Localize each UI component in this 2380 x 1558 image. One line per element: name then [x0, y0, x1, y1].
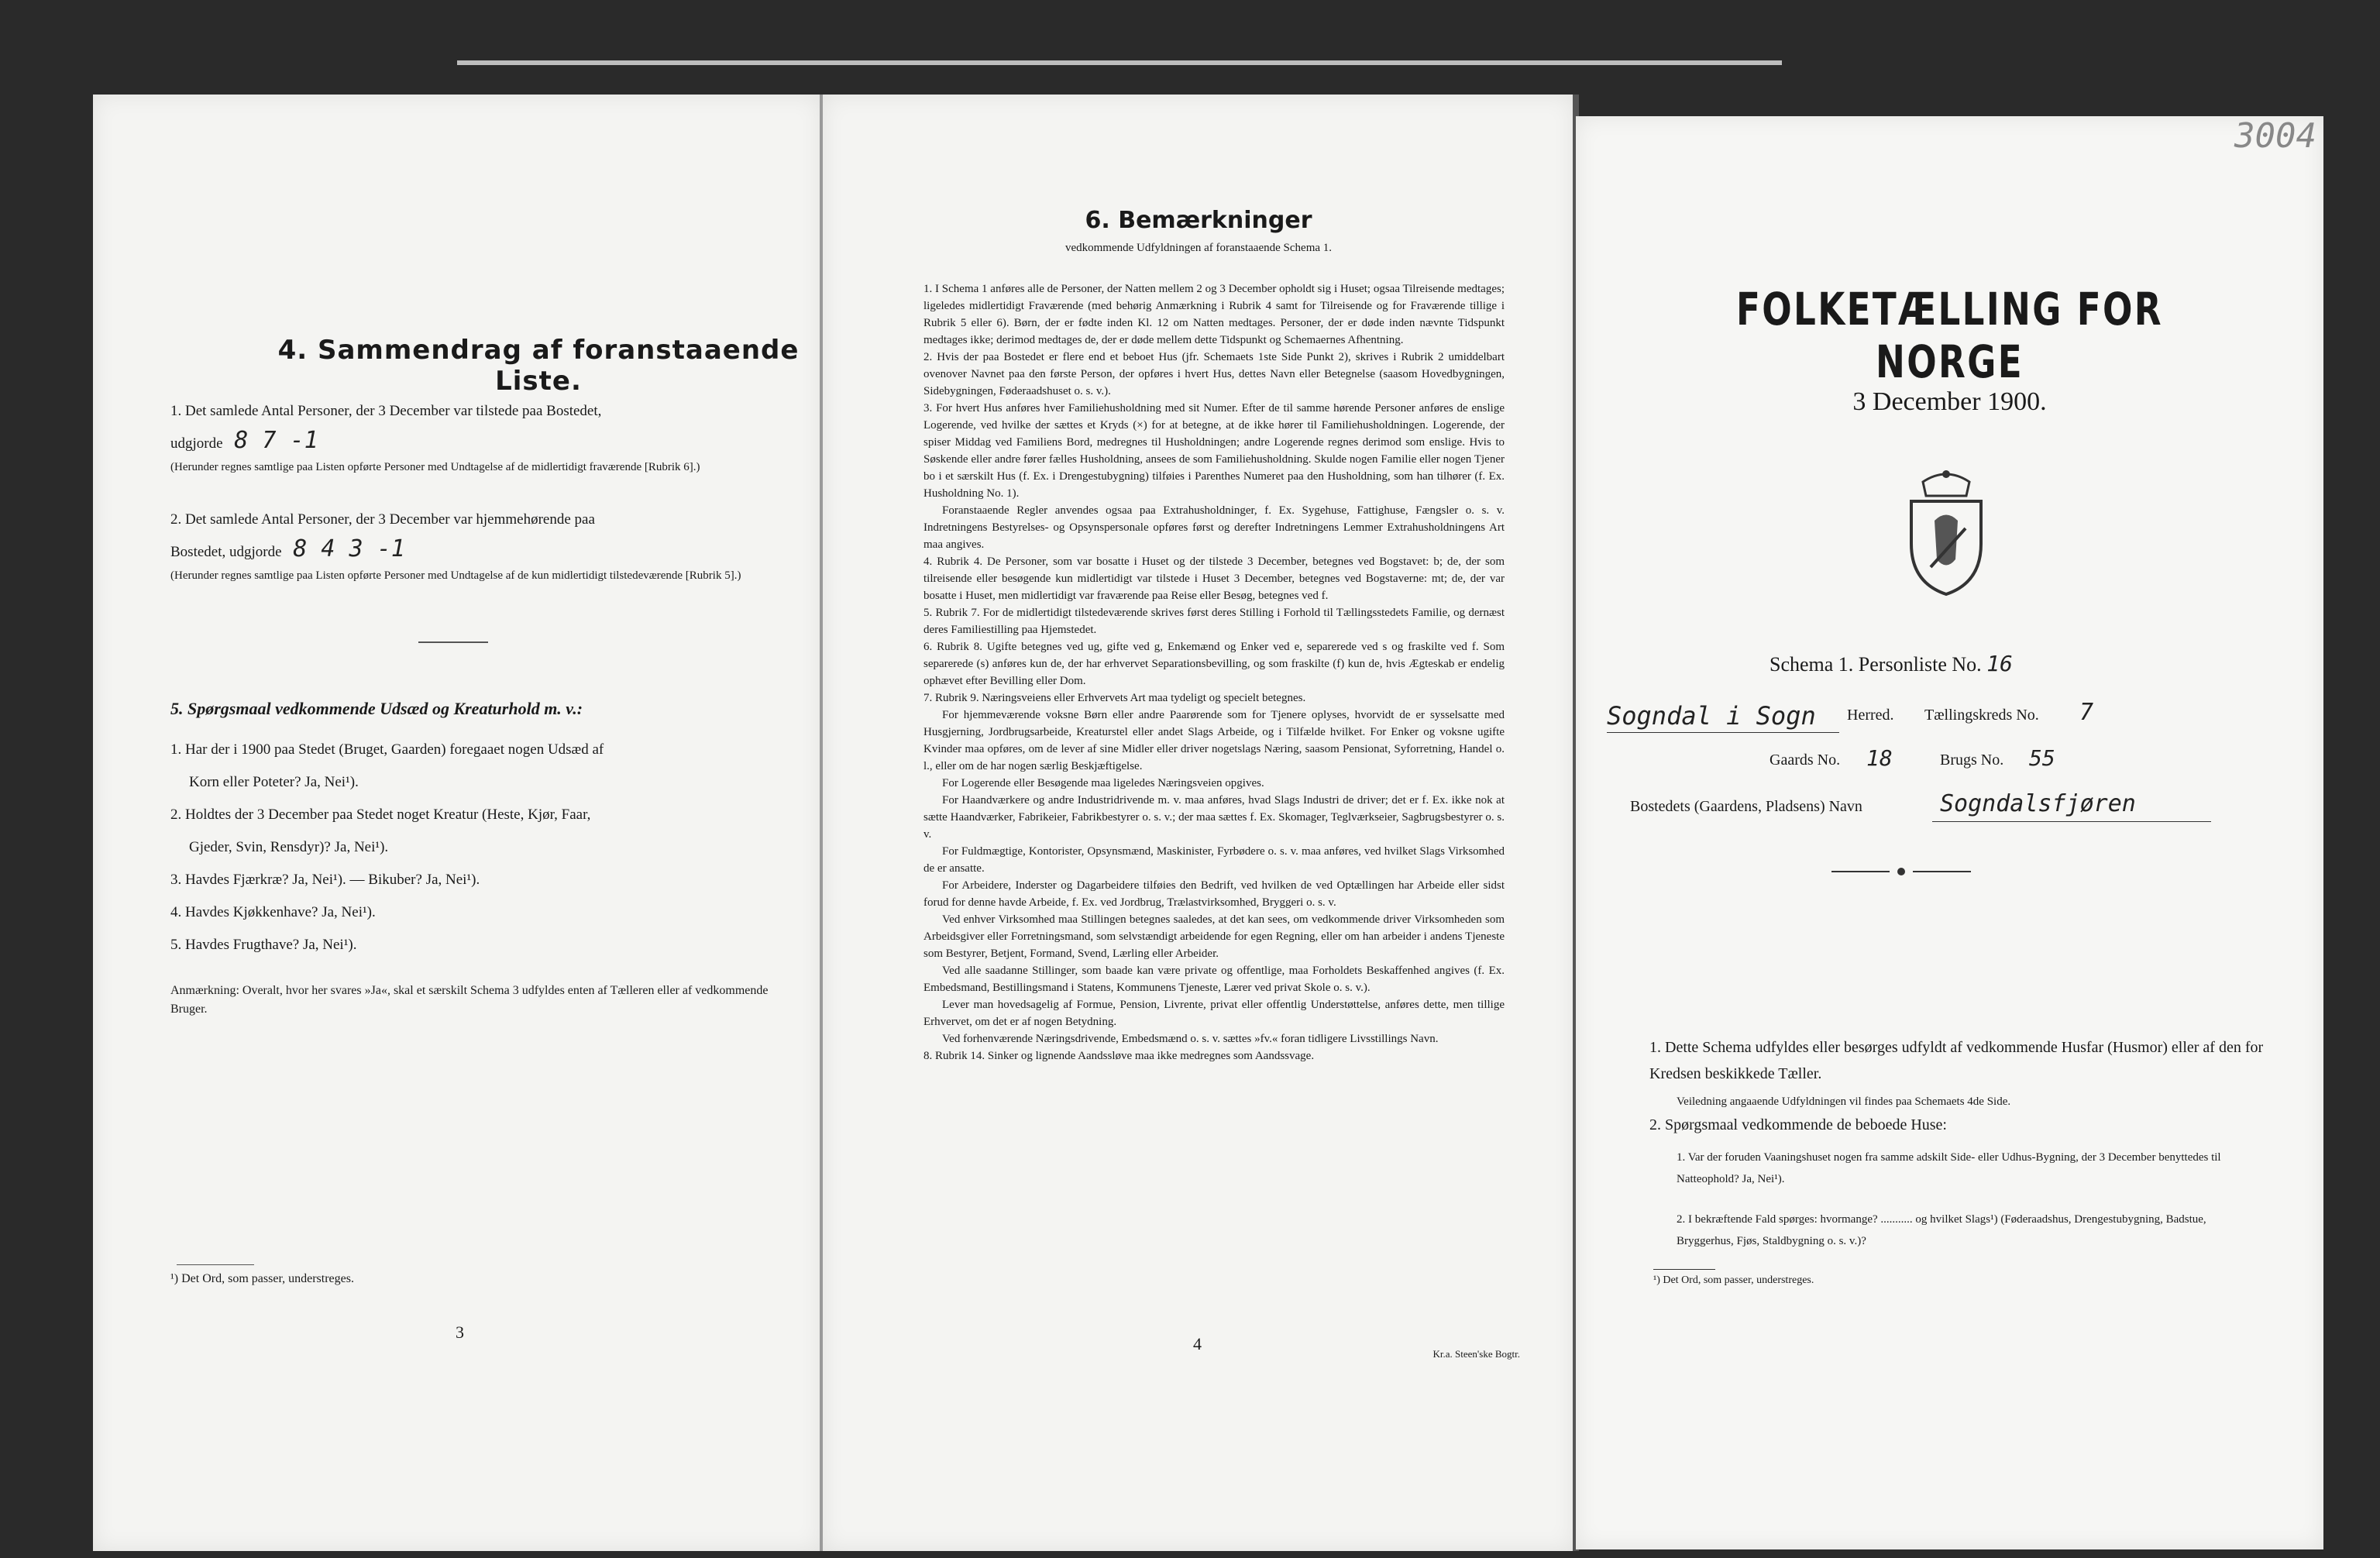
coat-of-arms-icon — [1900, 466, 1993, 598]
question-1-text: 1. Det samlede Antal Personer, der 3 December var tilstede paa Bostedet, — [170, 403, 602, 419]
remark-7-d: For Fuldmægtige, Kontorister, Opsynsmænd, Maskinister, Fyrbødere o. s. v. maa anføres, ved hvilket Slags Virksomhed de er ansatte. — [923, 845, 1505, 875]
question-2-lead: Bostedet, udgjorde — [170, 544, 282, 560]
page-4 — [823, 95, 1574, 1551]
section-4-title: 4. Sammendrag af foranstaaende Liste. — [277, 335, 800, 397]
footnote: ¹) Det Ord, som passer, understreges. — [170, 1272, 354, 1285]
remark-7-i: Ved forhenværende Næringsdrivende, Embedsmænd o. s. v. sættes »fv.« foran tidligere Livsstillings Navn. — [942, 1033, 1439, 1045]
footnote-rule — [1653, 1269, 1715, 1270]
instruction-2b: 2. I bekræftende Fald spørges: hvormange? ........... og hvilket Slags¹) (Føderaadshus, Drengestubygning, Badstue, Bryggerhus, Fjøs, Staldbygning o. s. v.)? — [1677, 1213, 2206, 1247]
remarks-list — [923, 280, 1505, 1064]
bosted-label: Bostedets (Gaardens, Pladsens) Navn — [1630, 798, 1862, 815]
s5-line-6: 4. Havdes Kjøkkenhave? Ja, Nei¹). — [170, 904, 376, 920]
printer-mark: Kr.a. Steen'ske Bogtr. — [1432, 1348, 1520, 1360]
remark-2: 2. Hvis der paa Bostedet er flere end et beboet Hus (jfr. Schemaets 1ste Side Punkt 2), skrives i Rubrik 2 umiddelbart ovenover Navnet paa den første Person, der opføres i hvert Hus, dettes Navn eller Betegnelse (saasom Hovedbygningen, Sidebygningen, Føderaadshuset o. s. v.). — [923, 351, 1505, 397]
page-1-cover — [1576, 116, 2323, 1549]
personliste-number: 16 — [1986, 651, 2013, 676]
question-2-handwriting: 8 4 3 -1 — [293, 535, 405, 562]
remark-4: 4. Rubrik 4. De Personer, som var bosatte i Huset og der tilstede 3 December, betegnes ved Bogstavet: b; de, der som tilreisende eller besøgende kun midlertidigt var tilstede i Huset 3 December, betegnes ved Bogstaverne: mt; de, der var bosatte i Huset, men midlertidigt var fraværende paa Reise eller Besøg, betegnes ved f. — [923, 555, 1505, 602]
remark-1: 1. I Schema 1 anføres alle de Personer, der Natten mellem 2 og 3 December opholdt sig i Huset; ogsaa Tilreisende medtages; ligeledes midlertidigt Fraværende (med behørig Anmærkning i Rubrik 4 samt for Tilreisende og for Fraværende tillige i Rubrik 5 eller 6). Børn, der er fødte inden Kl. 12 om Natten medtages. Personer, der er døde inden nævnte Tidspunkt medtages ikke; derimod medtages de, der er døde mellem dette Tidspunkt og Schemaernes Afhentning. — [923, 283, 1505, 346]
brugs-number: 55 — [2029, 745, 2055, 771]
question-1-lead: udgjorde — [170, 435, 223, 452]
instruction-2a: 1. Var der foruden Vaaningshuset nogen fra samme adskilt Side- eller Udhus-Bygning, der 3 December benyttedes til Natteophold? Ja, Nei¹). — [1677, 1151, 2221, 1185]
question-2 — [170, 505, 775, 584]
instruction-1-sub: Veiledning angaaende Udfyldningen vil findes paa Schemaets 4de Side. — [1677, 1095, 2011, 1108]
remark-7-f: Ved enhver Virksomhed maa Stillingen betegnes saaledes, at det kan sees, om vedkommende driver Virksomheden som Arbeidsgiver eller Forretningsmand, som selvstændigt arbeidende for egen Regning, eller om han arbeider i andens Tjeneste som Bestyrer, Betjent, Formand, Svend, Lærling eller Arbeider. — [923, 913, 1505, 960]
question-1-handwriting: 8 7 -1 — [234, 427, 318, 454]
remark-5: 5. Rubrik 7. For de midlertidigt tilstedeværende skrives først deres Stilling i Forhold til Tællingsstedets Familie, og dernæst deres Familiestilling paa Hjemstedet. — [923, 607, 1505, 636]
page-3 — [93, 95, 821, 1551]
s5-line-4: Gjeder, Svin, Rensdyr)? Ja, Nei¹). — [189, 839, 389, 855]
s5-line-5: 3. Havdes Fjærkræ? Ja, Nei¹). — Bikuber? Ja, Nei¹). — [170, 872, 480, 888]
instruction-2: 2. Spørgsmaal vedkommende de beboede Huse: — [1649, 1116, 1947, 1133]
form-title: FOLKETÆLLING FOR NORGE — [1736, 283, 2163, 388]
question-2-text: 2. Det samlede Antal Personer, der 3 December var hjemmehørende paa — [170, 511, 595, 528]
remark-8: 8. Rubrik 14. Sinker og lignende Aandssløve maa ikke medregnes som Aandssvage. — [923, 1050, 1315, 1062]
section-6-subtitle: vedkommende Udfyldningen af foranstaaende Schema 1. — [1064, 242, 1333, 254]
remark-7-c: For Haandværkere og andre Industridrivende m. v. maa anføres, hvad Slags Industri de driver; det er f. Ex. ikke nok at sætte Haandværker, Fabrikeier, Fabrikbestyrer o. s. v.; der maa sættes f. Ex. Skomager, Teglværkseier, Sagbrugsbestyrer o. s. v. — [923, 794, 1505, 841]
section-5-questions — [170, 734, 775, 961]
ornament-divider-icon — [1831, 864, 1971, 879]
section-6-title: 6. Bemærkninger — [1085, 207, 1312, 234]
remark-7-e: For Arbeidere, Inderster og Dagarbeidere tilføies den Bedrift, ved hvilken de ved Optællingen har Arbeide eller sidst forud for denne havde Arbeide, f. Ex. ved Jordbrug, Trælastvirksomhed, Bryggeri o. s. v. — [923, 879, 1505, 909]
bosted-handwriting: Sogndalsfjøren — [1940, 790, 2136, 817]
s5-line-1: 1. Har der i 1900 paa Stedet (Bruget, Gaarden) foregaaet nogen Udsæd af — [170, 741, 604, 758]
question-1 — [170, 397, 775, 476]
page-number: 4 — [1193, 1334, 1202, 1353]
kreds-number: 7 — [2079, 699, 2094, 726]
question-1-note: (Herunder regnes samtlige paa Listen opførte Personer med Undtagelse af de midlertidigt fraværende [Rubrik 6].) — [170, 461, 700, 473]
s5-line-3: 2. Holdtes der 3 December paa Stedet noget Kreatur (Heste, Kjør, Faar, — [170, 807, 591, 823]
remark-7-h: Lever man hovedsagelig af Formue, Pension, Livrente, privat eller offentlig Understøttelse, anføres dette, men tillige Erhvervet, om det er af nogen Betydning. — [923, 999, 1505, 1028]
gaard-number: 18 — [1866, 745, 1893, 771]
archive-reference: 3004 — [2234, 116, 2316, 156]
schema-label — [1770, 651, 2013, 676]
footnote-rule — [177, 1264, 254, 1265]
question-2-note: (Herunder regnes samtlige paa Listen opførte Personer med Undtagelse af de kun midlertidigt tilstedeværende [Rubrik 5].) — [170, 569, 741, 582]
instruction-1: 1. Dette Schema udfyldes eller besørges udfyldt af vedkommende Husfar (Husmor) eller af den for Kredsen beskikkede Tæller. — [1649, 1039, 2264, 1082]
herred-line — [1607, 732, 1839, 733]
top-rule — [457, 60, 1782, 65]
herred-handwriting: Sogndal i Sogn — [1607, 701, 1816, 731]
herred-label: Herred. — [1847, 707, 1894, 724]
remark-6: 6. Rubrik 8. Ugifte betegnes ved ug, gifte ved g, Enkemænd og Enker ved e, separerede ved s og fraskilte ved f. Som separerede (s) anføres kun de, der har erhvervet Separationsbevilling, og som fraskilte (f) kun de, hvis Ægteskab er endelig ophævet efter Bevilling eller Dom. — [923, 641, 1505, 687]
census-date: 3 December 1900. — [1852, 387, 2047, 416]
brugs-label: Brugs No. — [1940, 751, 2004, 769]
remark-7-b: For Logerende eller Besøgende maa ligeledes Næringsveien opgives. — [942, 777, 1264, 789]
remark-7-g: Ved alle saadanne Stillinger, som baade kan være private og offentlige, maa Forholdets Beskaffenhed angives (f. Ex. Embedsmand, Bestillingsmand i Statens, Kommunens Tjeneste, Lærer ved privat Skole o. s. v.). — [923, 965, 1505, 994]
divider — [418, 641, 488, 643]
remark-3: 3. For hvert Hus anføres hver Familiehusholdning med sit Numer. Efter de til samme hørende Personer anføres de enslige Logerende, ved hvilke der sættes et Kryds (×) for at betegne, at de ikke hører til Familiehusholdningen. Logerende, der spiser Middag ved Familiens Bord, medregnes til Husholdningen; andre Logerende regnes derimod som enslige. Hvis to Søskende eller andre fører fælles Husholdning, ansees de som Familiehusholdning. Skulde nogen Familie eller nogen Tjener bo i et særskilt Hus (f. Ex. i Drengestubygning) tilføies i Parenthes Numeret paa den Husholdning, som han tilhører (f. Ex. Husholdning No. 1). — [923, 402, 1505, 500]
s5-line-7: 5. Havdes Frugthave? Ja, Nei¹). — [170, 937, 357, 953]
s5-line-2: Korn eller Poteter? Ja, Nei¹). — [189, 774, 359, 790]
remark-3-cont: Foranstaaende Regler anvendes ogsaa paa Extrahusholdninger, f. Ex. Sygehuse, Fattighuse, Fængsler o. s. v. Indretningens Bestyrelses- og Opsynspersonale opføres først og derefter Indretningens Lemmer Extrahusholdningens Art maa angives. — [923, 504, 1505, 551]
page-number: 3 — [456, 1322, 464, 1342]
gaard-label: Gaards No. — [1770, 751, 1841, 769]
footnote: ¹) Det Ord, som passer, understreges. — [1653, 1274, 1814, 1286]
kreds-label: Tællingskreds No. — [1924, 707, 2039, 724]
section-5-title: 5. Spørgsmaal vedkommende Udsæd og Kreaturhold m. v.: — [170, 699, 583, 718]
schema-text: Schema 1. Personliste No. — [1770, 653, 1982, 676]
bosted-line — [1932, 821, 2211, 822]
annotation-note: Anmærkning: Overalt, hvor her svares »Ja«, skal et særskilt Schema 3 udfyldes enten af Tælleren eller af vedkommende Bruger. — [170, 984, 769, 1016]
remark-7-a: For hjemmeværende voksne Børn eller andre Paarørende som for Tjenere oplyses, hvorvidt de er sysselsatte med Husgjerning, Jordbrugsarbeide, Kreaturstel eller andet Slags Arbeide, og i Tilfælde hvilket. For Enker og voksne ugifte Kvinder maa opføres, om de lever af sine Midler eller driver nogetslags Næring, saasom Pensionat, Syforretning, Handel o. l., eller om de har nogen særlig Beskjæftigelse. — [923, 709, 1505, 772]
remark-7: 7. Rubrik 9. Næringsveiens eller Erhvervets Art maa tydeligt og specielt betegnes. — [923, 692, 1306, 704]
